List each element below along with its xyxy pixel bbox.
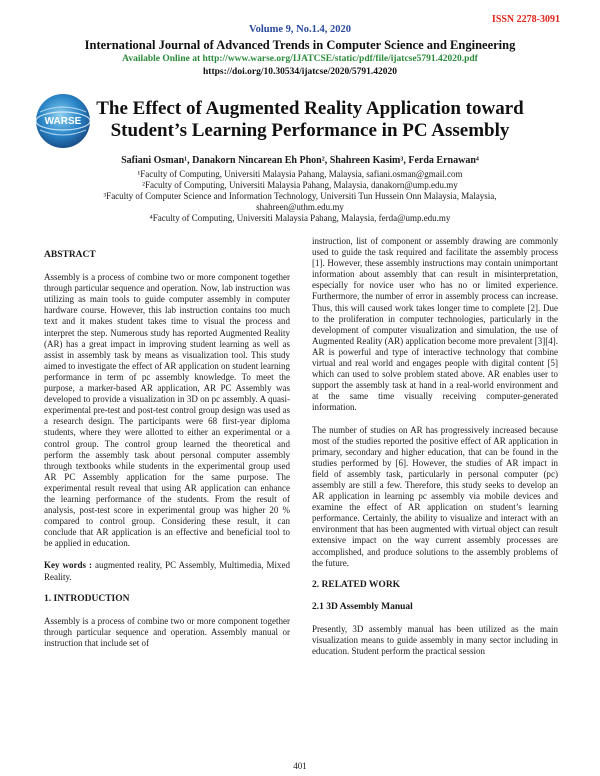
assembly-manual-text: Presently, 3D assembly manual has been utilized as the main visualization means to guide assembly in many sector including in education. Student perform the practical session [312, 623, 558, 657]
doi-link[interactable]: https://doi.org/10.30534/ijatcse/2020/5791.42020 [203, 67, 397, 77]
journal-title: International Journal of Advanced Trends in Computer Science and Engineering [84, 38, 516, 52]
affiliation-2: ²Faculty of Computing, Universiti Malaysia Pahang, Malaysia, danakorn@ump.edu.my [142, 180, 458, 190]
author-list: Safiani Osman¹, Danakorn Nincarean Eh Phon², Shahreen Kasim³, Ferda Ernawan⁴ [121, 155, 479, 166]
intro-paragraph-2: The number of studies on AR has progressively increased because most of the studies reported the positive effect of AR application in primary, secondary and higher education, that can be found in the studies performed by [6]. However, the studies of AR impact in field of assembly task, particularly in personal computer (pc) assembly are still a few. Therefore, this study seeks to develop an AR application in learning pc assembly via mobile devices and examine the effect of AR application on student’s learning performance. Certainly, the ability to visualize and interact with an environment that has been augmented with virtual object can result extensive impact on the way current assembly processes are accomplished, and produce solutions to the assembly problems of the future. [312, 424, 558, 568]
title-line-2: Student’s Learning Performance in PC Assembly [110, 120, 510, 141]
online-url[interactable]: Available Online at http://www.warse.org/IJATCSE/static/pdf/file/ijatcse5791.42020.pdf [122, 54, 478, 64]
issn-label: ISSN 2278-3091 [491, 14, 560, 25]
intro-text: Assembly is a process of combine two or more component together through particular sequence and operation. Assembly manual or instruction that include set of [44, 615, 290, 648]
page-number: 401 [293, 761, 307, 771]
affiliation-4: ⁴Faculty of Computing, Universiti Malaysia Pahang, Malaysia, ferda@ump.edu.my [149, 213, 451, 223]
title-line-1: The Effect of Augmented Reality Application toward [96, 98, 524, 119]
volume-label: Volume 9, No.1.4, 2020 [249, 24, 351, 35]
keywords [44, 560, 290, 582]
assembly-manual-heading: 2.1 3D Assembly Manual [312, 601, 413, 612]
affiliation-3-email: shahreen@uthm.edu.my [256, 202, 344, 212]
intro-continued: instruction, list of component or assembly drawing are commonly used to guide the task required and facilitate the assembly process [1]. However, these assembly instructions may contain unimportant information about assembly that can result in misinterpretation, especially for novice user who has no or limited experience. Furthermore, the number of error in assembly process can increase. Thus, this will caused work takes longer time to complete [2]. Due to the proliferation in computer technologies, particularly in the development of computer visualization and simulation, the use of Augmented Reality (AR) application become more prevalent [3][4]. AR is powerful and type of interactive technology that combine virtual and real world and engages people with digital content [5] which can used to solve problem stated above. AR enables user to support the assembly task at hand in a real-world environment and at the same time visually receiving computer-generated information. [312, 236, 558, 413]
abstract-text: Assembly is a process of combine two or more component together through particular sequence and operation. Now, lab instruction was utilizing as main tools to guide computer assembly in computer hardware course. However, this lab instruction contains too much text and it makes student takes time to visual the process and interpret the step. Numerous study has reported Augmented Reality (AR) has a great impact in improving student learning as well as assist in assembly task by means as visualization tool. This study aimed to investigate the effect of AR application on student learning performance in term of pc assembly knowledge. To meet the purpose, a marker-based AR application, AR PC Assembly was developed to provide a visualization in 3D on pc assembly. A quasi-experimental pre-test and post-test control group design was used as a research design. The participants were 68 first-year diploma students, where they were allotted to either an experimental or a control group. The control group learned the theoretical and perform the assembly task about personal computer assembly through textbooks while students in the experimental group used AR PC Assembly application for the same purpose. The experimental result reveal that using AR application can enhance the learning performance of the students. From the result of analysis, post-test score in experimental group was higher 20 % compared to control group. Considering these result, it can conclude that AR application is an effective and beneficial tool to be applied in education. [44, 272, 290, 549]
keywords-label: Key words : [44, 560, 92, 571]
affiliation-3: ³Faculty of Computer Science and Information Technology, Universiti Tun Hussein Onn Malaysia, Malaysia, [103, 191, 497, 201]
keywords-list: augmented reality, PC Assembly, Multimedia, Mixed Reality. [44, 560, 290, 582]
right-column [312, 236, 558, 668]
left-column [44, 250, 290, 660]
abstract-heading: ABSTRACT [44, 250, 96, 260]
logo-text: WARSE [44, 116, 82, 127]
related-work-heading: 2. RELATED WORK [312, 579, 401, 590]
affiliation-1: ¹Faculty of Computing, Universiti Malaysia Pahang, Malaysia, safiani.osman@gmail.com [137, 169, 463, 179]
intro-heading: 1. INTRODUCTION [44, 593, 130, 604]
paper-title [60, 98, 560, 142]
